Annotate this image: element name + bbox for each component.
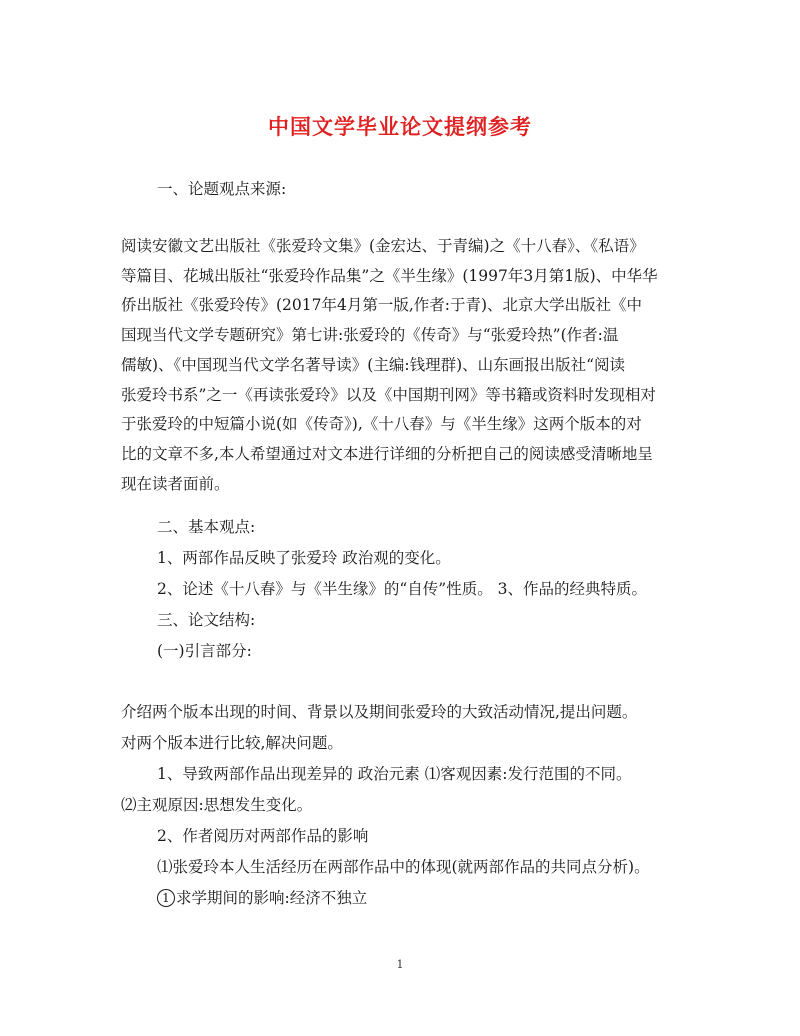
paragraph-1-line: 国现当代文学专题研究》第七讲:张爱玲的《传奇》与“张爱玲热”(作者:温 <box>121 326 619 345</box>
item-2: 2、作者阅历对两部作品的影响 <box>157 827 369 845</box>
section-3-heading: 三、论文结构: <box>157 611 256 629</box>
paragraph-1-line: 等篇目、花城出版社“张爱玲作品集”之《半生缘》(1997年3月第1版)、中华华 <box>121 266 658 285</box>
paragraph-1-line: 阅读安徽文艺出版社《张爱玲文集》(金宏达、于青编)之《十八春》、《私语》 <box>121 237 645 255</box>
item-1-line-2: ⑵主观原因:思想发生变化。 <box>121 796 313 814</box>
item-1-line-1: 1、导致两部作品出现差异的 政治元素 ⑴客观因素:发行范围的不同。 <box>157 765 632 783</box>
paragraph-1 <box>121 232 681 499</box>
paragraph-1-line: 于张爱玲的中短篇小说(如《传奇》),《十八春》与《半生缘》这两个版本的对 <box>121 415 642 434</box>
page-number: 1 <box>396 958 404 971</box>
item-2-sub-1-a-text: 求学期间的影响:经济不独立 <box>176 889 368 907</box>
paragraph-1-line: 儒敏)、《中国现当代文学名著导读》(主编:钱理群)、山东画报出版社“阅读 <box>121 355 626 374</box>
intro-line-2: 对两个版本进行比较,解决问题。 <box>121 734 343 752</box>
circled-number-marker: 1 <box>157 889 175 907</box>
intro-line-1: 介绍两个版本出现的时间、背景以及期间张爱玲的大致活动情况,提出问题。 <box>121 703 638 721</box>
paragraph-1-line: 张爱玲书系”之一《再读张爱玲》以及《中国期刊网》等书籍或资料时发现相对 <box>121 385 656 404</box>
section-1-heading: 一、论题观点来源: <box>157 180 287 198</box>
subsection-1-heading: (一)引言部分: <box>157 642 252 660</box>
item-2-sub-1: ⑴张爱玲本人生活经历在两部作品中的体现(就两部作品的共同点分析)。 <box>157 858 650 876</box>
paragraph-1-line: 现在读者面前。 <box>121 474 230 493</box>
document-title: 中国文学毕业论文提纲参考 <box>268 114 532 139</box>
item-2-sub-1-a <box>157 887 367 909</box>
paragraph-1-line: 比的文章不多,本人希望通过对文本进行详细的分析把自己的阅读感受清晰地呈 <box>121 444 653 463</box>
section-2-heading: 二、基本观点: <box>157 518 256 536</box>
point-1: 1、两部作品反映了张爱玲 政治观的变化。 <box>157 549 451 567</box>
point-2: 2、论述《十八春》与《半生缘》的“自传”性质。 3、作品的经典特质。 <box>157 580 648 598</box>
paragraph-1-line: 侨出版社《张爱玲传》(2017年4月第一版,作者:于青)、北京大学出版社《中 <box>121 296 643 315</box>
